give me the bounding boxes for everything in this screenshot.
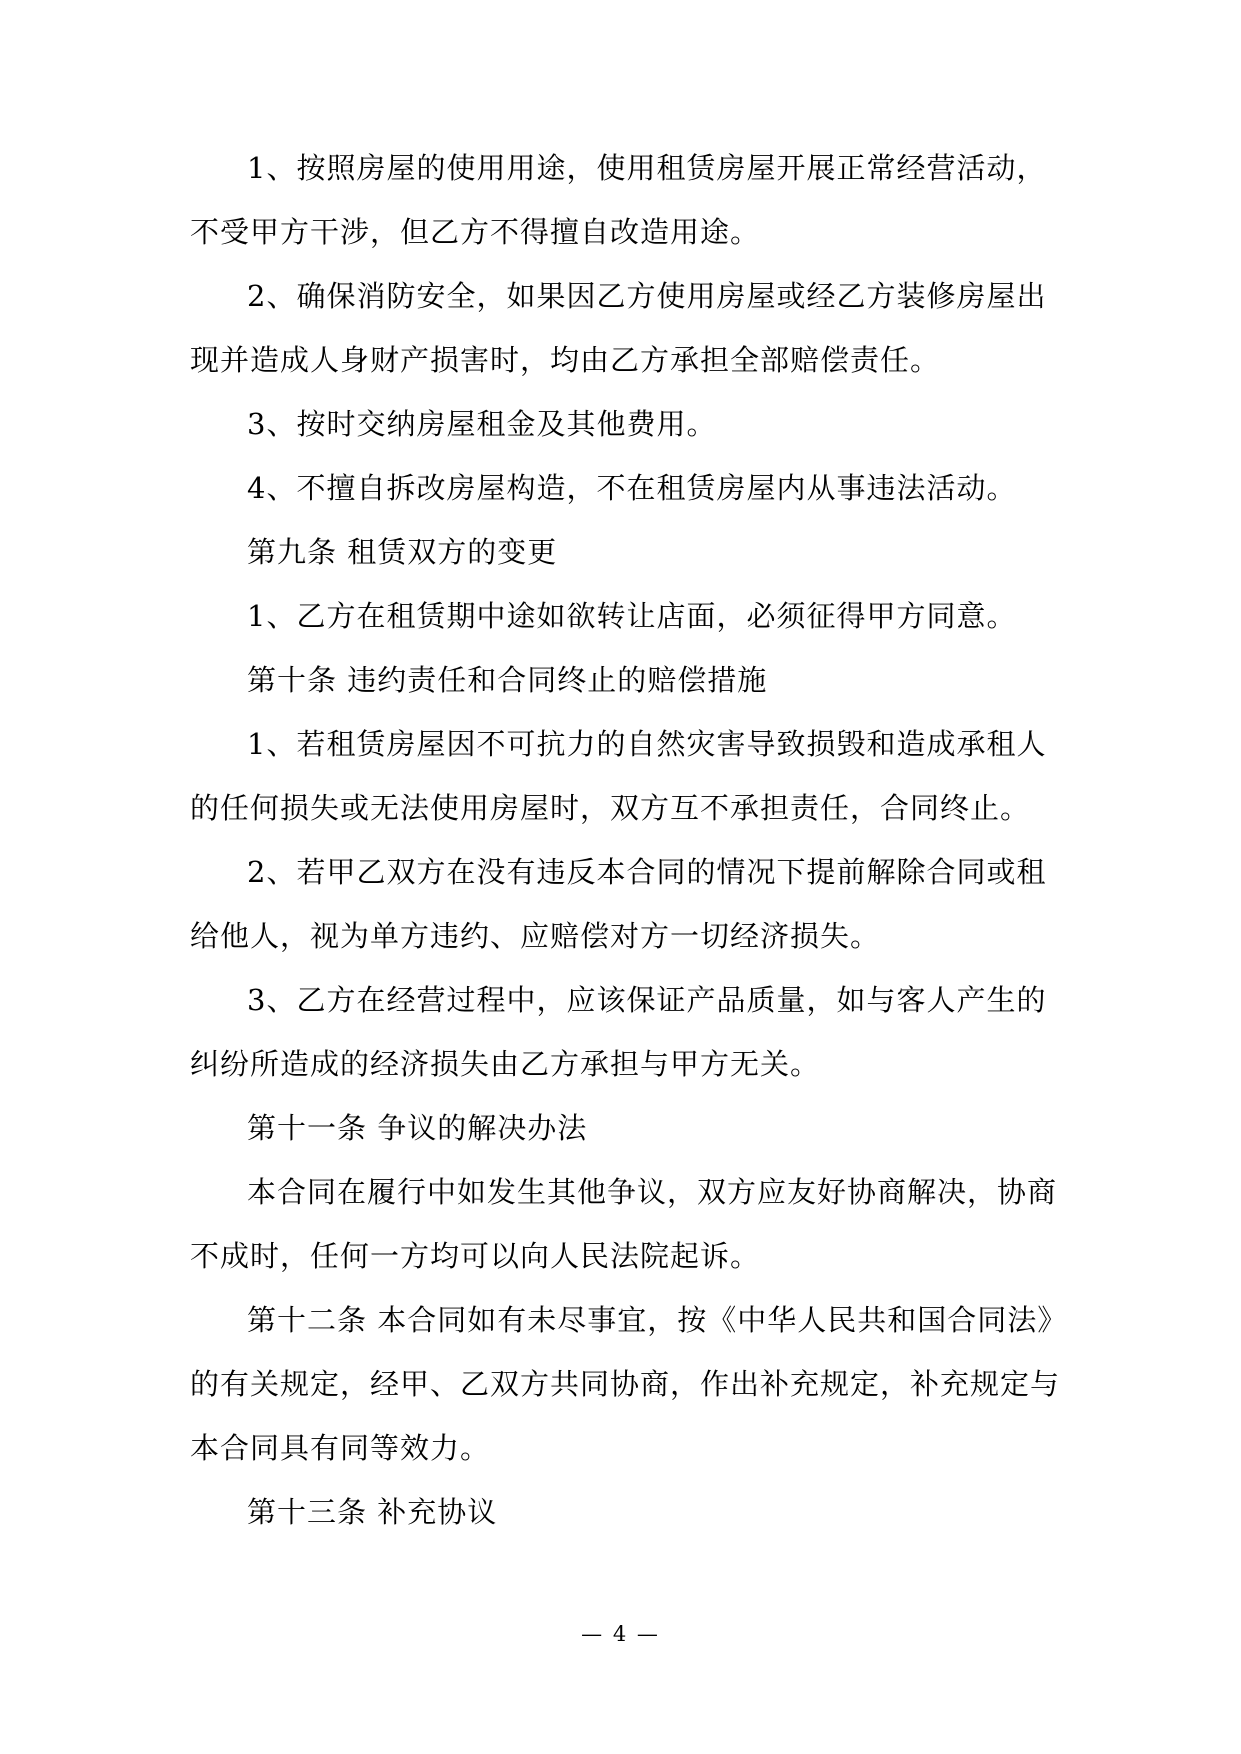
article-13-heading: 第十三条 补充协议	[247, 1495, 498, 1529]
paragraph-article-10-item-1: 1、若租赁房屋因不可抗力的自然灾害导致损毁和造成承租人的任何损失或无法使用房屋时，双方互不承担责任，合同终止。	[190, 727, 1047, 825]
paragraph-tenant-duty-2: 2、确保消防安全，如果因乙方使用房屋或经乙方装修房屋出现并造成人身财产损害时，均由乙方承担全部赔偿责任。	[190, 279, 1047, 377]
paragraph-tenant-duty-3: 3、按时交纳房屋租金及其他费用。	[247, 407, 717, 441]
paragraph-article-10-item-2: 2、若甲乙双方在没有违反本合同的情况下提前解除合同或租给他人，视为单方违约、应赔偿对方一切经济损失。	[190, 855, 1047, 953]
paragraph-article-9-item-1: 1、乙方在租赁期中途如欲转让店面，必须征得甲方同意。	[247, 599, 1017, 633]
article-11-heading: 第十一条 争议的解决办法	[247, 1111, 588, 1145]
paragraph-article-10-item-3: 3、乙方在经营过程中，应该保证产品质量，如与客人产生的纠纷所造成的经济损失由乙方承担与甲方无关。	[190, 983, 1047, 1081]
paragraph-tenant-duty-4: 4、不擅自拆改房屋构造，不在租赁房屋内从事违法活动。	[247, 471, 1017, 505]
article-10-heading: 第十条 违约责任和合同终止的赔偿措施	[247, 663, 768, 697]
article-12-paragraph: 第十二条 本合同如有未尽事宜，按《中华人民共和国合同法》的有关规定，经甲、乙双方共同协商，作出补充规定，补充规定与本合同具有同等效力。	[190, 1303, 1061, 1465]
document-body	[190, 136, 1060, 1544]
paragraph-tenant-duty-1: 1、按照房屋的使用用途，使用租赁房屋开展正常经营活动，不受甲方干涉，但乙方不得擅自改造用途。	[190, 151, 1047, 249]
page-number: — 4 —	[581, 1622, 660, 1646]
article-9-heading: 第九条 租赁双方的变更	[247, 535, 558, 569]
paragraph-article-11-body: 本合同在履行中如发生其他争议，双方应友好协商解决，协商不成时，任何一方均可以向人民法院起诉。	[190, 1175, 1058, 1273]
